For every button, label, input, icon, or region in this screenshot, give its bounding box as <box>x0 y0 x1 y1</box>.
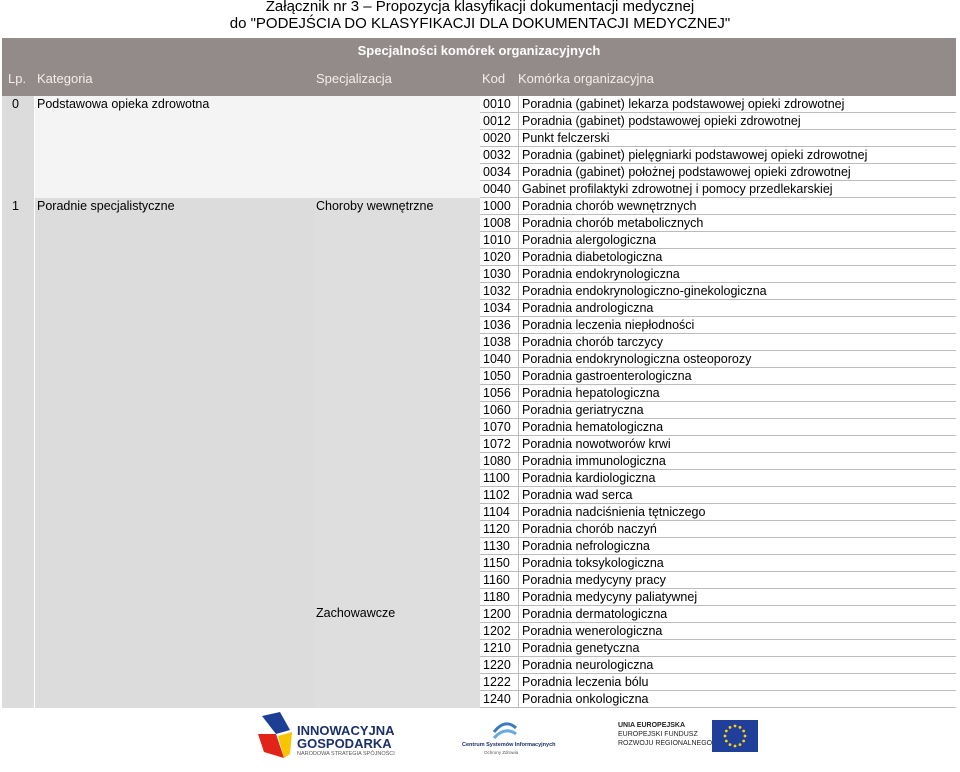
row-kod: 1180 <box>483 590 510 604</box>
table-row <box>480 419 956 436</box>
row-kod: 1072 <box>483 437 511 451</box>
spec-zachowawcze: Zachowawcze <box>316 606 396 620</box>
row-komorka: Poradnia nowotworów krwi <box>518 436 671 452</box>
logo1-line1: INNOWACYJNA <box>297 723 395 738</box>
table-row <box>480 368 956 385</box>
header-specjalizacja: Specjalizacja <box>316 71 392 86</box>
row-komorka: Poradnia immunologiczna <box>518 453 666 469</box>
row-kod: 1130 <box>483 539 510 553</box>
row-kod: 1034 <box>483 301 511 315</box>
row-komorka: Poradnia andrologiczna <box>518 300 653 316</box>
row-kod: 1160 <box>483 573 510 587</box>
table-row <box>480 181 956 198</box>
spec-choroby-wewnetrzne: Choroby wewnętrzne <box>316 199 434 213</box>
table-row <box>480 351 956 368</box>
row-kod: 1120 <box>483 522 510 536</box>
row-komorka: Poradnia geriatryczna <box>518 402 644 418</box>
row-komorka: Poradnia hematologiczna <box>518 419 663 435</box>
document-title-line1: Załącznik nr 3 – Propozycja klasyfikacji dokumentacji medycznej <box>265 0 695 15</box>
row-kod: 1210 <box>483 641 511 655</box>
eu-star-icon <box>725 730 728 733</box>
row-kod: 0012 <box>483 114 511 128</box>
table-title: Specjalności komórek organizacyjnych <box>2 38 956 66</box>
row-kod: 0010 <box>483 97 511 111</box>
header-kod: Kod <box>482 71 506 86</box>
group-1-box <box>35 198 315 708</box>
table-row <box>480 232 956 249</box>
row-komorka: Poradnia neurologiczna <box>518 657 653 673</box>
logo2-line2: Ochrony Zdrowia <box>484 750 519 755</box>
header-lp: Lp. <box>8 71 27 86</box>
lp-column <box>2 96 35 708</box>
row-komorka: Poradnia chorób metabolicznych <box>518 215 703 231</box>
table-row <box>480 249 956 266</box>
table-row <box>480 538 956 555</box>
innowacyjna-gospodarka-logo-icon <box>258 712 294 762</box>
row-kod: 1000 <box>483 199 511 213</box>
row-kod: 1032 <box>483 284 511 298</box>
row-komorka: Poradnia (gabinet) lekarza podstawowej opieki zdrowotnej <box>518 96 844 112</box>
row-kod: 1010 <box>483 233 511 247</box>
row-komorka: Poradnia chorób naczyń <box>518 521 657 537</box>
row-komorka: Poradnia dermatologiczna <box>518 606 667 622</box>
row-komorka: Poradnia diabetologiczna <box>518 249 662 265</box>
row-komorka: Poradnia nefrologiczna <box>518 538 650 554</box>
table-row <box>480 300 956 317</box>
row-komorka: Poradnia gastroenterologiczna <box>518 368 692 384</box>
group-1-lp: 1 <box>12 199 19 213</box>
table-header <box>2 66 956 96</box>
table-row <box>480 572 956 589</box>
table-row <box>480 215 956 232</box>
table-row <box>480 453 956 470</box>
row-komorka: Poradnia kardiologiczna <box>518 470 655 486</box>
row-komorka: Punkt felczerski <box>518 130 610 146</box>
table-row <box>480 266 956 283</box>
row-kod: 1080 <box>483 454 511 468</box>
logo1-line2: GOSPODARKA <box>297 736 392 751</box>
row-kod: 1056 <box>483 386 511 400</box>
table-row <box>480 96 956 113</box>
row-kod: 1222 <box>483 675 511 689</box>
row-kod: 1240 <box>483 692 511 706</box>
table-row <box>480 436 956 453</box>
row-komorka: Poradnia medycyny pracy <box>518 572 666 588</box>
table-row <box>480 691 956 708</box>
table-row <box>480 606 956 623</box>
table-row <box>480 317 956 334</box>
table-row <box>480 113 956 130</box>
table-row <box>480 623 956 640</box>
row-kod: 1030 <box>483 267 511 281</box>
row-kod: 0032 <box>483 148 511 162</box>
eu-star-icon <box>729 743 732 746</box>
header-kategoria: Kategoria <box>37 71 93 86</box>
row-kod: 1040 <box>483 352 511 366</box>
row-komorka: Gabinet profilaktyki zdrowotnej i pomocy przedlekarskiej <box>518 181 833 197</box>
eu-star-icon <box>734 745 737 748</box>
row-komorka: Poradnia endokrynologiczno-ginekologiczna <box>518 283 767 299</box>
logo3-line3: ROZWOJU REGIONALNEGO <box>618 740 713 747</box>
row-komorka: Poradnia genetyczna <box>518 640 639 656</box>
table-row <box>480 130 956 147</box>
row-komorka: Poradnia chorób wewnętrznych <box>518 198 696 214</box>
row-kod: 0020 <box>483 131 511 145</box>
document-title-line2: do "PODEJŚCIA DO KLASYFIKACJI DLA DOKUMENTACJI MEDYCZNEJ" <box>229 15 731 32</box>
logo2-line1: Centrum Systemów Informacyjnych <box>462 742 556 748</box>
row-kod: 0034 <box>483 165 511 179</box>
table-row <box>480 402 956 419</box>
row-kod: 1020 <box>483 250 511 264</box>
eu-flag-icon <box>712 720 758 752</box>
row-kod: 1150 <box>483 556 510 570</box>
group-1-kategoria: Poradnie specjalistyczne <box>37 199 175 213</box>
table-row <box>480 385 956 402</box>
row-kod: 1104 <box>483 505 510 519</box>
header-komorka: Komórka organizacyjna <box>518 71 654 86</box>
row-kod: 1050 <box>483 369 511 383</box>
row-kod: 1102 <box>483 488 510 502</box>
table-row <box>480 640 956 657</box>
group-0-lp: 0 <box>12 97 19 111</box>
table-row <box>480 657 956 674</box>
logo1-line3: NARODOWA STRATEGIA SPÓJNOŚCI <box>297 751 395 757</box>
row-komorka: Poradnia onkologiczna <box>518 691 648 707</box>
row-kod: 1100 <box>483 471 510 485</box>
row-komorka: Poradnia chorób tarczycy <box>518 334 663 350</box>
logo3-line2: EUROPEJSKI FUNDUSZ <box>618 731 698 738</box>
row-komorka: Poradnia leczenia niepłodności <box>518 317 694 333</box>
row-komorka: Poradnia hepatologiczna <box>518 385 660 401</box>
row-kod: 1038 <box>483 335 511 349</box>
row-komorka: Poradnia (gabinet) położnej podstawowej opieki zdrowotnej <box>518 164 851 180</box>
eu-star-icon <box>734 725 737 728</box>
eu-star-icon <box>744 735 747 738</box>
eu-star-icon <box>729 726 732 729</box>
eu-star-icon <box>725 740 728 743</box>
logo3-line1: UNIA EUROPEJSKA <box>618 722 686 729</box>
table-row <box>480 674 956 691</box>
eu-star-icon <box>742 740 745 743</box>
table-row <box>480 470 956 487</box>
eu-star-icon <box>724 735 727 738</box>
eu-star-icon <box>739 726 742 729</box>
row-kod: 1220 <box>483 658 511 672</box>
footer-logos <box>0 710 960 772</box>
table-row <box>480 283 956 300</box>
row-komorka: Poradnia wenerologiczna <box>518 623 662 639</box>
table-row <box>480 334 956 351</box>
table-row <box>480 164 956 181</box>
row-komorka: Poradnia nadciśnienia tętniczego <box>518 504 705 520</box>
row-kod: 0040 <box>483 182 511 196</box>
group-1-spec-box <box>315 198 480 708</box>
table-row <box>480 555 956 572</box>
row-komorka: Poradnia leczenia bólu <box>518 674 648 690</box>
csioz-logo-icon <box>492 718 518 742</box>
row-kod: 1036 <box>483 318 511 332</box>
row-kod: 1202 <box>483 624 511 638</box>
table-row <box>480 589 956 606</box>
group-0-kategoria: Podstawowa opieka zdrowotna <box>37 97 210 111</box>
row-komorka: Poradnia endokrynologiczna <box>518 266 680 282</box>
group-0-spec-box <box>315 96 480 198</box>
table-row <box>480 504 956 521</box>
table-row <box>480 147 956 164</box>
eu-star-icon <box>739 743 742 746</box>
classification-table <box>2 96 956 708</box>
row-kod: 1008 <box>483 216 511 230</box>
row-komorka: Poradnia toksykologiczna <box>518 555 664 571</box>
row-komorka: Poradnia endokrynologiczna osteoporozy <box>518 351 751 367</box>
row-komorka: Poradnia alergologiczna <box>518 232 656 248</box>
row-kod: 1060 <box>483 403 511 417</box>
row-komorka: Poradnia medycyny paliatywnej <box>518 589 697 605</box>
row-komorka: Poradnia wad serca <box>518 487 632 503</box>
table-row <box>480 198 956 215</box>
row-kod: 1200 <box>483 607 511 621</box>
table-row <box>480 521 956 538</box>
table-row <box>480 487 956 504</box>
eu-star-icon <box>742 730 745 733</box>
row-komorka: Poradnia (gabinet) pielęgniarki podstawowej opieki zdrowotnej <box>518 147 867 163</box>
row-komorka: Poradnia (gabinet) podstawowej opieki zdrowotnej <box>518 113 801 129</box>
row-kod: 1070 <box>483 420 511 434</box>
